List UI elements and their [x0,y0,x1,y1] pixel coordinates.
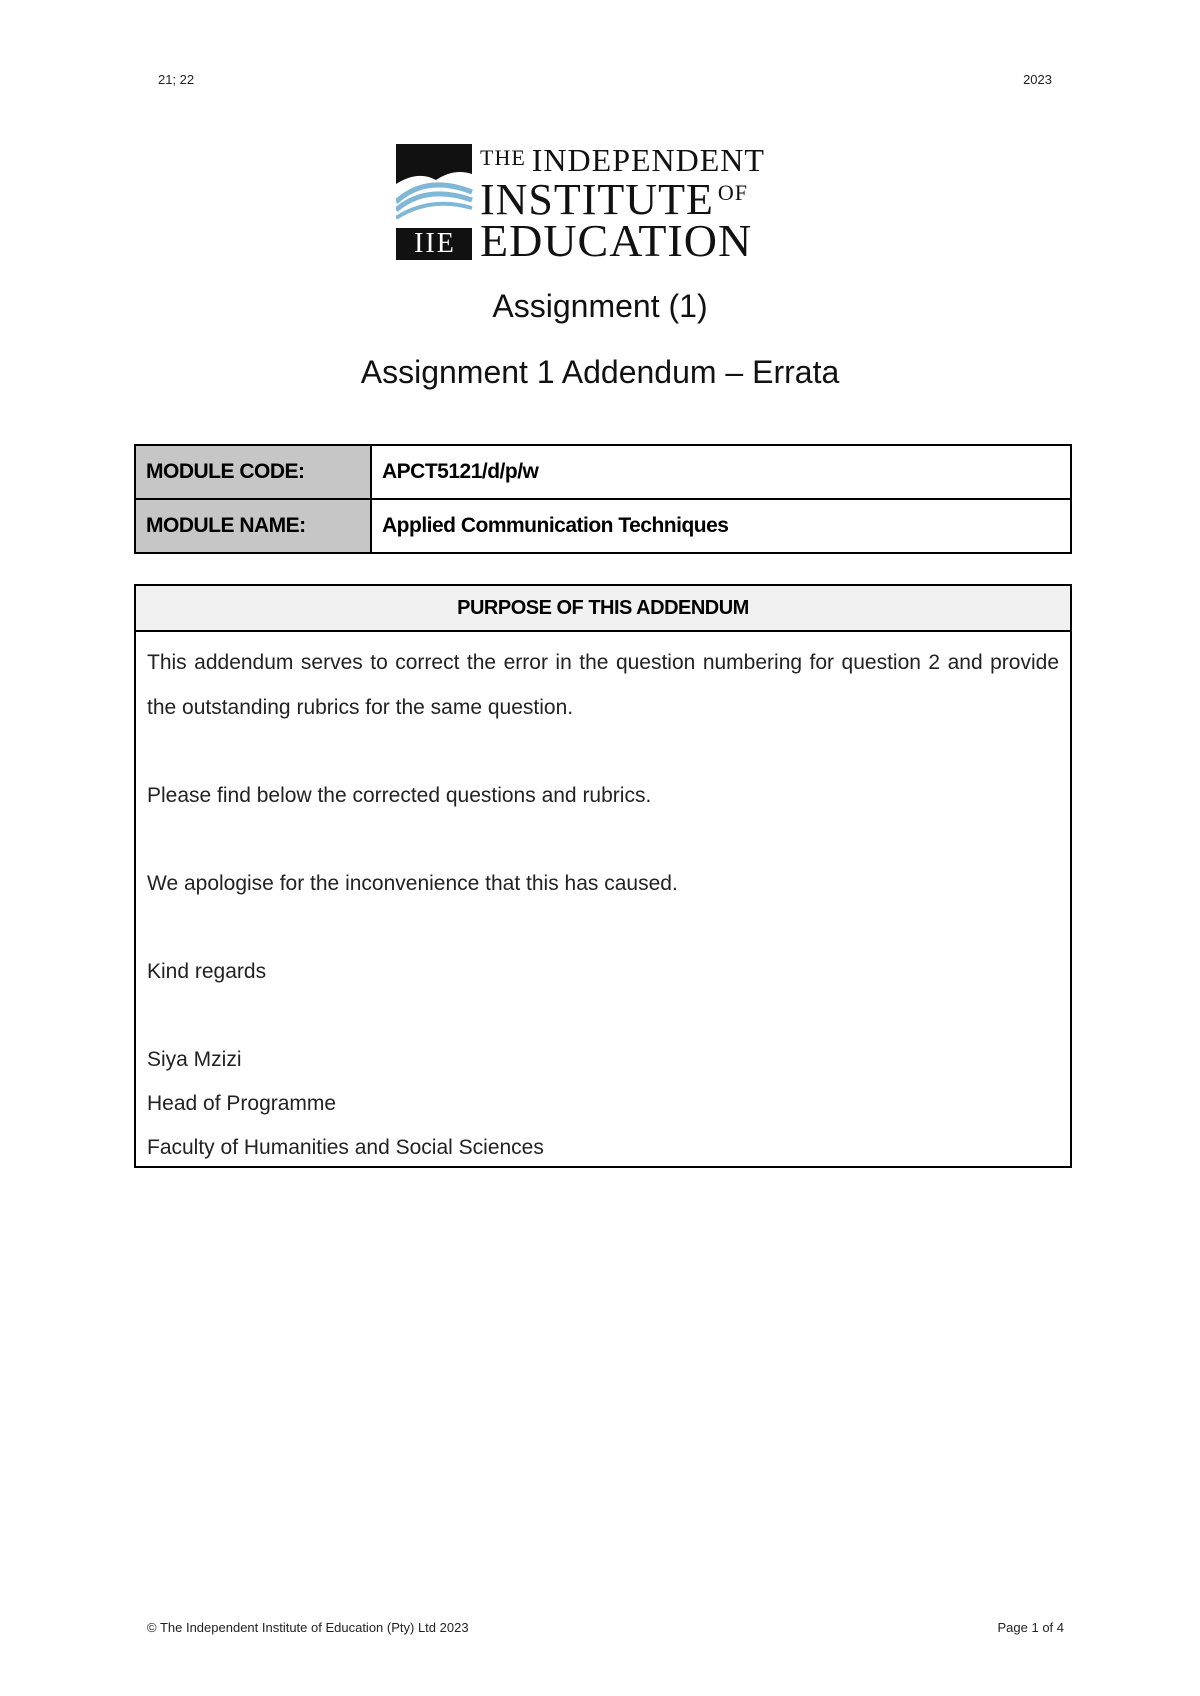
logo-institute: INSTITUTE [480,175,714,224]
header-left-text: 21; 22 [158,72,195,87]
logo-education: EDUCATION [480,215,753,266]
page-number: Page 1 of 4 [997,1620,1064,1635]
table-row [135,499,1071,553]
purpose-paragraph: This addendum serves to correct the error in the question numbering for question 2 and provide the outstanding rubrics for the same question. [147,651,1059,719]
module-code-value: APCT5121/d/p/w [371,445,1071,499]
purpose-box [134,584,1072,1168]
purpose-paragraph: We apologise for the inconvenience that this has caused. [147,872,678,895]
signer-title: Head of Programme [147,1092,337,1115]
logo-independent: INDEPENDENT [531,142,765,178]
table-row [135,445,1071,499]
signer-name: Siya Mzizi [147,1048,242,1071]
footer-copyright: © The Independent Institute of Education (Pty) Ltd 2023 [147,1620,469,1635]
purpose-paragraph: Please find below the corrected questions and rubrics. [147,784,652,807]
signer-faculty: Faculty of Humanities and Social Sciences [147,1136,544,1159]
module-info-table [134,444,1072,554]
logo-of: OF [717,180,748,205]
closing-text: Kind regards [147,960,267,983]
header-year: 2023 [1023,72,1052,87]
iie-logo [396,142,816,266]
purpose-body [136,632,1070,1170]
document-title: Assignment (1) [492,288,708,324]
purpose-heading: PURPOSE OF THIS ADDENDUM [136,586,1070,632]
module-code-label: MODULE CODE: [135,445,371,499]
logo-the: THE [480,145,526,170]
module-name-label: MODULE NAME: [135,499,371,553]
logo-badge: IIE [414,228,456,259]
document-subtitle: Assignment 1 Addendum – Errata [360,354,840,390]
module-name-value: Applied Communication Techniques [371,499,1071,553]
